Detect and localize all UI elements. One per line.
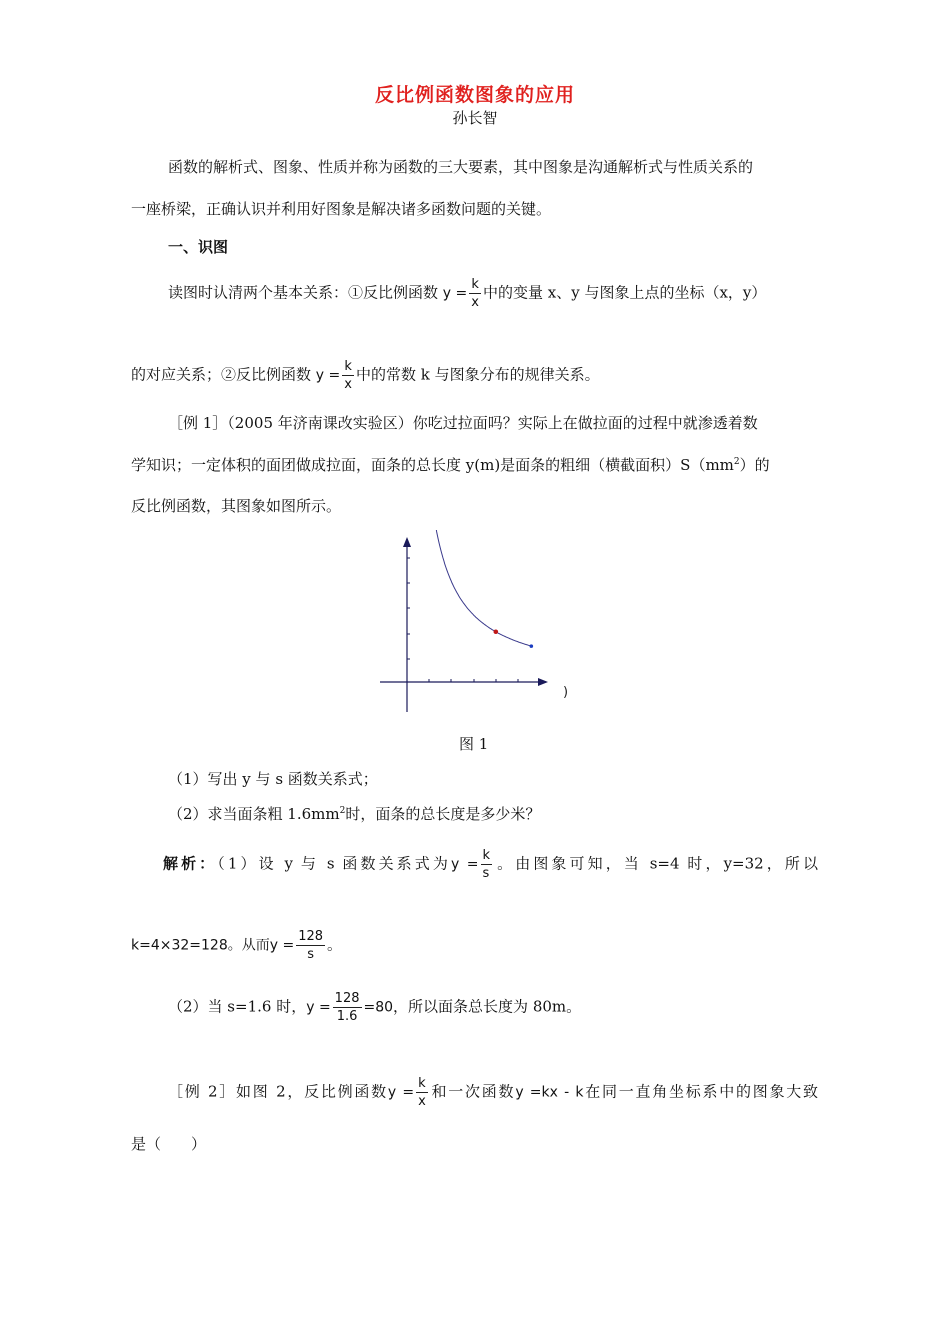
fraction-128-over-s [296,930,325,961]
fraction-denominator: x [344,377,352,392]
text-segment: ，所以面条总长度为 80m。 [393,997,582,1016]
example1-line1: ［例 1］（2005 年济南课改实验区）你吃过拉面吗？实际上在做拉面的过程中就渗透着数 [168,414,758,432]
fraction-denominator: x [418,1094,426,1109]
y-axis-arrow [403,537,411,547]
text-segment: k=4×32=128。从而 [131,937,270,954]
fraction-denominator: x [471,295,479,310]
intro-paragraph-line2: 一座桥梁，正确认识并利用好图象是解决诸多函数问题的关键。 [131,200,552,218]
text-segment: （2）求当面条粗 1.6mm [168,805,340,823]
fraction-numerator: k [416,1077,428,1093]
read-graph-line2 [131,360,600,391]
text-segment: ）的 [739,456,770,474]
intro-paragraph-line1: 函数的解析式、图象、性质并称为函数的三大要素，其中图象是沟通解析式与性质关系的 [168,158,754,176]
author-name: 孙长智 [452,109,498,127]
text-segment: 在同一直角坐标系中的图象大致 [583,1082,818,1101]
text-segment: 时，面条的总长度是多少米？ [345,805,541,823]
text-segment: 的对应关系；②反比例函数 [131,365,312,384]
fraction-128-over-1-6 [333,992,362,1023]
fraction-denominator: s [482,866,490,881]
text-segment: （1）设 y 与 s 函数关系式为 [217,854,451,873]
question-2 [168,804,540,824]
question-1: （1）写出 y 与 s 函数关系式； [168,770,378,788]
text-segment: 和一次函数 [429,1082,516,1101]
analysis-line2 [131,930,342,961]
inverse-function-graph [370,530,590,720]
text-segment: 中的常数 k 与图象分布的规律关系。 [355,365,600,384]
text-segment: ［例 2］如图 2，反比例函数 [168,1082,388,1101]
read-graph-line1 [168,278,766,309]
hyperbola-curve [434,530,531,646]
x-axis-arrow [538,678,548,686]
example1-line2 [131,455,770,475]
equation-result: =80 [363,999,394,1016]
figure-caption: 图 1 [459,735,489,753]
data-point-s4-y32 [494,629,499,634]
superscript: 2 [339,806,346,816]
analysis-line3 [168,992,581,1023]
equation-y-equals: y = [306,999,331,1016]
text-segment: 中的变量 x、y 与图象上点的坐标（x，y） [482,283,767,302]
text-segment: 。由图象可知，当 s=4 时，y=32，所以 [494,854,818,873]
analysis-line1 [163,849,818,880]
fraction-k-over-x [342,360,354,391]
example2-line2: 是（ ） [131,1135,207,1153]
fraction-numerator: 128 [298,929,324,944]
example2-line1 [168,1077,818,1108]
fraction-numerator: 128 [334,991,360,1006]
superscript: 2 [733,457,740,467]
fraction-denominator: 1.6 [336,1009,358,1024]
fraction-k-over-x [469,278,481,309]
text-segment: （2）当 s=1.6 时， [168,997,307,1016]
page-title: 反比例函数图象的应用 [374,84,575,106]
section-heading-identify-graph: 一、识图 [168,238,229,256]
text-segment: 学知识；一定体积的面团做成拉面，面条的总长度 y(m)是面条的粗细（横截面积）S（mm [131,456,734,474]
fraction-numerator: k [342,360,354,376]
equation-y-equals: y = [387,1084,415,1101]
analysis-label: 解析： [163,854,218,873]
stray-parenthesis: ) [563,685,569,700]
fraction-denominator: s [307,947,315,962]
text-segment: 。 [327,935,343,954]
fraction-k-over-s [481,849,493,880]
equation-y-equals: y = [269,937,295,954]
equation-y-equals: y = [315,367,341,384]
equation-y-equals: y = [450,856,479,873]
equation-y-equals: y = [442,285,468,302]
linear-function-equation: y =kx - k [515,1084,584,1101]
text-segment: 读图时认清两个基本关系：①反比例函数 [168,283,439,302]
example1-line3: 反比例函数，其图象如图所示。 [131,497,342,515]
fraction-numerator: k [469,278,481,294]
fraction-k-over-x [416,1077,428,1108]
fraction-numerator: k [482,848,491,863]
curve-end-point [530,644,534,648]
